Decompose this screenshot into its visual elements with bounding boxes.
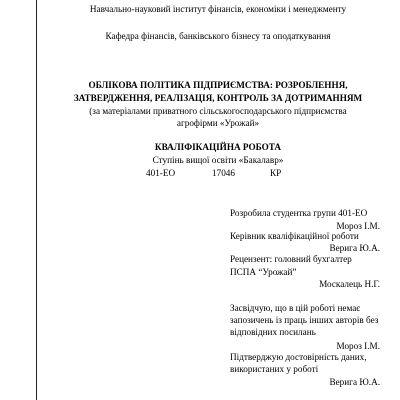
title-subtitle-1: (за матеріалами приватного сільськогосподарського підприємства xyxy=(89,106,347,116)
supervisor-name: Верига Ю.А. xyxy=(329,243,380,253)
declaration-line-1: Засвідчую, що в цій роботі немає xyxy=(230,303,361,313)
page-margin-line xyxy=(36,0,400,400)
confirmation-line-1: Підтверджую достовірність даних, xyxy=(230,352,367,362)
confirmation-signer: Верига Ю.А. xyxy=(329,377,380,387)
student-role: Розробила студентка групи 401-ЕО xyxy=(230,208,368,218)
work-code xyxy=(0,168,400,180)
code-number: 17046 xyxy=(212,168,235,178)
institute-name: Навчально-науковий інститут фінансів, економіки і менеджменту xyxy=(89,4,347,14)
reviewer-role-1: Рецензент: головний бухгалтер xyxy=(230,254,352,264)
declaration-line-2: запозичень із праць інших авторів без xyxy=(230,315,379,325)
work-type: КВАЛІФІКАЦІЙНА РОБОТА xyxy=(154,142,282,152)
student-name: Мороз І.М. xyxy=(336,221,380,231)
title-line-1: ОБЛІКОВА ПОЛІТИКА ПІДПРИЄМСТВА: РОЗРОБЛЕННЯ, xyxy=(88,80,348,90)
department-name: Кафедра фінансів, банківського бізнесу та оподаткування xyxy=(105,31,331,41)
reviewer-name: Москалець Н.Г. xyxy=(319,279,380,289)
reviewer-role-2: ПСПА “Урожай” xyxy=(230,267,297,277)
supervisor-role: Керівник кваліфікаційної роботи xyxy=(230,231,359,241)
confirmation-line-2: використаних у роботі xyxy=(230,364,319,374)
code-group: 401-ЕО xyxy=(146,168,176,178)
code-suffix: КР xyxy=(270,168,282,178)
declaration-line-3: відповідних посилань xyxy=(230,327,316,337)
title-line-2: ЗАТВЕРДЖЕННЯ, РЕАЛІЗАЦІЯ, КОНТРОЛЬ ЗА ДОТРИМАННЯМ xyxy=(73,93,363,103)
title-subtitle-2: агрофірми «Урожай» xyxy=(176,118,260,128)
declaration-signer: Мороз І.М. xyxy=(336,341,380,351)
degree-level: Ступінь вищої освіти «Бакалавр» xyxy=(152,155,284,165)
